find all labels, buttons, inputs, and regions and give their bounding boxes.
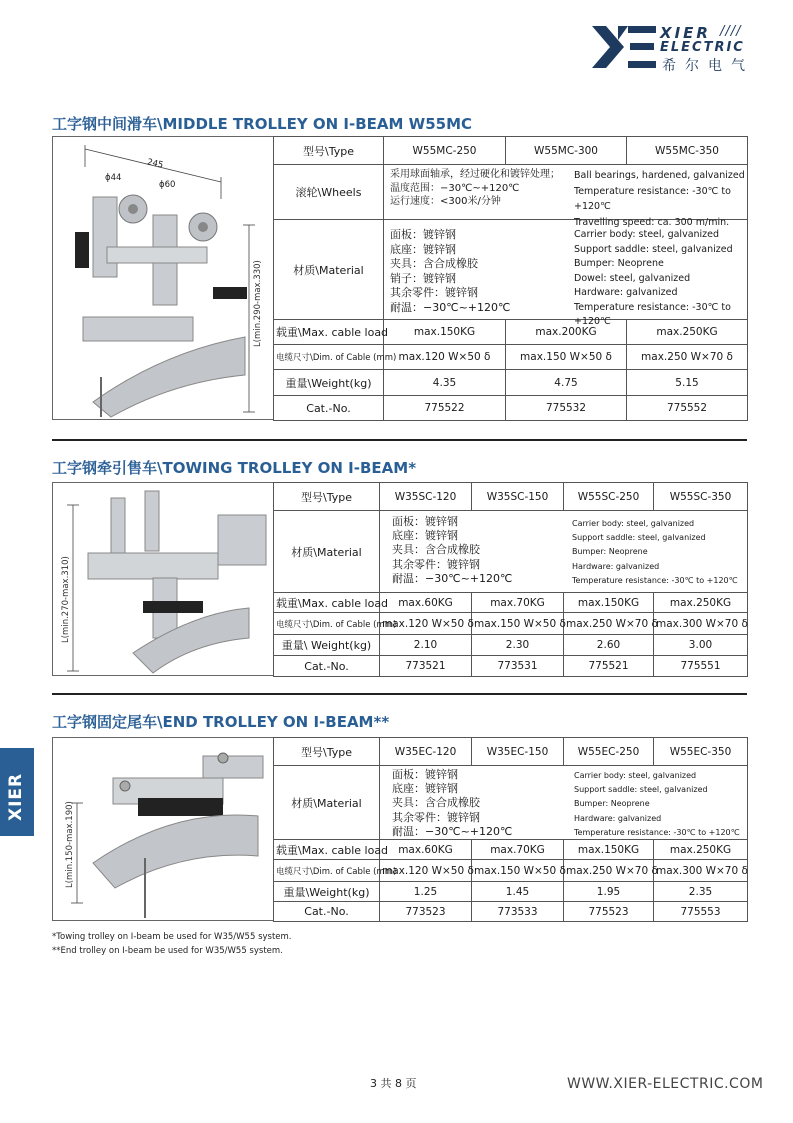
header-type: 型号\Type [274,137,384,165]
cell-cable-dim: max.120 W×50 δ [384,345,506,370]
towing-trolley-drawing [53,483,275,677]
cell-weight: 2.30 [472,635,564,656]
product-image-towing-trolley [52,482,274,676]
footnotes [52,930,292,958]
cell-load: max.150KG [564,593,654,613]
material-cn-line: 其余零件：镀锌钢 [392,557,480,571]
spec-table-end-trolley [273,737,748,922]
header-model: W55MC-300 [506,137,627,165]
dim-height: L(min.150-max.190) [65,801,75,888]
table-row [274,902,748,922]
cell-load: max.150KG [564,840,654,860]
cell-load: max.150KG [384,320,506,345]
material-en-line: Support saddle: steel, galvanized [574,243,733,255]
brand-logo [588,22,768,72]
cell-cable-dim: max.150 W×50 δ [506,345,627,370]
material-en-line: Bumper: Neoprene [574,799,650,809]
footnote: **End trolley on I-beam be used for W35/W55 system. [52,946,283,956]
spec-table-middle-trolley [273,136,748,421]
dim-diameter-small: ϕ44 [105,173,122,183]
section-title-towing-trolley: 工字钢牵引售车\TOWING TROLLEY ON I-BEAM* [52,459,417,477]
cell-cat: 773521 [380,656,472,677]
cell-cat: 775551 [654,656,748,677]
header-model: W55MC-350 [627,137,748,165]
cell-load: max.250KG [654,593,748,613]
table-row [274,220,748,320]
material-cn-line: 销子：镀锌钢 [390,271,456,285]
logo-text-xier: XIER [660,24,711,42]
cell-load: max.60KG [380,593,472,613]
table-row [274,840,748,860]
material-cn-line: 其余零件：镀锌钢 [392,810,480,824]
material-en-line: Carrier body: steel, galvanized [574,229,720,240]
row-label-cable-dim: 电缆尺寸\Dim. of Cable (mm) [274,613,380,635]
xier-logo-icon [588,22,658,72]
material-en-line: Bumper: Neoprene [572,547,648,557]
cell-weight: 2.60 [564,635,654,656]
wheels-cn-line: 采用球面轴承，经过硬化和镀锌处理； [390,169,560,180]
header-model: W55SC-250 [564,483,654,511]
material-en-line: Carrier body: steel, galvanized [574,771,697,780]
header-model: W35EC-150 [472,738,564,766]
table-row [274,345,748,370]
table-row [274,137,748,165]
material-cn-line: 底座：镀锌钢 [392,782,458,796]
table-row [274,613,748,635]
material-en-line: Carrier body: steel, galvanized [572,519,695,528]
header-model: W55EC-350 [654,738,748,766]
dim-height: L(min.290-max.330) [253,260,263,347]
material-en-line: Hardware: galvanized [574,287,678,298]
table-row [274,593,748,613]
material-description [380,766,748,840]
material-cn-line: 夹具：含合成橡胶 [390,257,478,270]
row-label-material: 材质\Material [274,220,384,320]
row-label-material: 材质\Material [274,766,380,840]
header-model: W35SC-150 [472,483,564,511]
cell-cable-dim: max.300 W×70 δ [654,613,748,635]
table-row [274,882,748,902]
material-en-line: Support saddle: steel, galvanized [574,785,708,795]
material-en-line: Dowel: steel, galvanized [574,272,691,284]
material-cn-line: 耐温：−30℃~+120℃ [392,824,513,838]
table-row [274,635,748,656]
cell-cat: 773523 [380,902,472,922]
row-label-cable-dim: 电缆尺寸\Dim. of Cable (mm) [274,860,380,882]
cell-cable-dim: max.150 W×50 δ [472,613,564,635]
spec-table-towing-trolley [273,482,748,677]
cell-cat: 775522 [384,396,506,421]
cell-cable-dim: max.300 W×70 δ [654,860,748,882]
table-row [274,766,748,840]
product-image-middle-trolley [52,136,274,420]
cell-cat: 773533 [472,902,564,922]
cell-weight: 1.95 [564,882,654,902]
table-row [274,738,748,766]
side-tab-label: XIER [6,772,26,821]
material-en-line: Hardware: galvanized [572,561,660,571]
header-type: 型号\Type [274,483,380,511]
material-en-line: Support saddle: steel, galvanized [572,533,706,543]
row-label-load: 载重\Max. cable load [274,320,384,345]
section-title-middle-trolley: 工字钢中间滑车\MIDDLE TROLLEY ON I-BEAM W55MC [52,115,473,133]
cell-weight: 1.45 [472,882,564,902]
cell-load: max.70KG [472,840,564,860]
material-cn-line: 耐温：−30℃~+120℃ [392,571,513,585]
table-row [274,165,748,220]
table-row [274,511,748,593]
cell-weight: 2.35 [654,882,748,902]
wheels-description [384,165,748,228]
material-cn-line: 夹具：含合成橡胶 [392,796,480,810]
footnote: *Towing trolley on I-beam be used for W35/W55 system. [52,932,292,942]
cell-load: max.250KG [654,840,748,860]
section-divider [52,439,747,441]
material-cn-line: 其余零件：镀锌钢 [390,286,478,299]
row-label-load: 载重\Max. cable load [274,593,380,613]
material-cn-line: 面板：镀锌钢 [392,768,458,781]
material-en-line: Temperature resistance: -30℃ to +120℃ [572,575,738,585]
cell-cat: 775523 [564,902,654,922]
table-row [274,656,748,677]
material-en-line: Temperature resistance: -30℃ to +120℃ [574,827,740,837]
material-description [380,511,748,593]
row-label-weight: 重量\Weight(kg) [274,370,384,396]
table-row [274,860,748,882]
cell-weight: 4.75 [506,370,627,396]
header-model: W35EC-120 [380,738,472,766]
logo-slashes: //// [720,24,742,39]
wheels-cn-line: 温度范围：−30℃~+120℃ [390,182,520,194]
end-trolley-drawing [53,738,275,922]
material-en-line: Bumper: Neoprene [574,258,664,269]
row-label-weight: 重量\Weight(kg) [274,882,380,902]
header-model: W55EC-250 [564,738,654,766]
material-en-line: Temperature resistance: -30℃ to +120℃ [574,301,731,327]
row-label-material: 材质\Material [274,511,380,593]
material-cn-line: 底座：镀锌钢 [392,529,458,543]
table-row [274,396,748,421]
product-image-end-trolley [52,737,274,921]
material-cn-line: 面板：镀锌钢 [390,228,456,241]
cell-cat: 775532 [506,396,627,421]
cell-cat: 773531 [472,656,564,677]
dim-height: L(min.270-max.310) [61,556,71,643]
row-label-wheels: 滚轮\Wheels [274,165,384,220]
logo-text-electric: ELECTRIC [660,40,745,55]
cell-load: max.60KG [380,840,472,860]
cell-cat: 775552 [627,396,748,421]
row-label-cat: Cat.-No. [274,902,380,922]
material-description [384,220,748,327]
cell-cat: 775521 [564,656,654,677]
cell-cable-dim: max.250 W×70 δ [564,860,654,882]
cell-cat: 775553 [654,902,748,922]
wheels-en-line: Temperature resistance: -30℃ to +120℃ [574,185,731,212]
row-label-cat: Cat.-No. [274,656,380,677]
header-model: W55SC-350 [654,483,748,511]
section-divider [52,693,747,695]
row-label-weight: 重量\ Weight(kg) [274,635,380,656]
dim-diameter-large: ϕ60 [159,180,176,190]
logo-text-chinese: 希尔电气 [662,58,754,74]
cell-weight: 2.10 [380,635,472,656]
material-cn-line: 底座：镀锌钢 [390,242,456,256]
wheels-en-line: Travelling speed: ca. 300 m/min. [574,216,730,228]
cell-weight: 1.25 [380,882,472,902]
page-number: 3 共 8 页 [370,1077,417,1090]
cell-cable-dim: max.120 W×50 δ [380,860,472,882]
wheels-en-line: Ball bearings, hardened, galvanized [574,170,745,181]
header-model: W55MC-250 [384,137,506,165]
cell-load: max.250KG [627,320,748,345]
material-cn-line: 夹具：含合成橡胶 [392,543,480,557]
cell-cable-dim: max.250 W×70 δ [564,613,654,635]
cell-cable-dim: max.120 W×50 δ [380,613,472,635]
side-tab [0,748,34,836]
cell-weight: 5.15 [627,370,748,396]
cell-load: max.200KG [506,320,627,345]
row-label-load: 载重\Max. cable load [274,840,380,860]
section-title-end-trolley: 工字钢固定尾车\END TROLLEY ON I-BEAM** [52,713,390,731]
cell-weight: 4.35 [384,370,506,396]
material-cn-line: 耐温：−30℃~+120℃ [390,300,511,314]
cell-cable-dim: max.250 W×70 δ [627,345,748,370]
row-label-cable-dim: 电缆尺寸\Dim. of Cable (mm) [274,345,384,370]
dim-width: 245 [146,157,165,171]
website-url: WWW.XIER-ELECTRIC.COM [567,1076,764,1092]
row-label-cat: Cat.-No. [274,396,384,421]
table-row [274,483,748,511]
material-en-line: Hardware: galvanized [574,813,662,823]
cell-weight: 3.00 [654,635,748,656]
cell-load: max.70KG [472,593,564,613]
header-model: W35SC-120 [380,483,472,511]
material-cn-line: 面板：镀锌钢 [392,515,458,528]
table-row [274,370,748,396]
wheels-cn-line: 运行速度：<300米/分钟 [390,196,501,207]
cell-cable-dim: max.150 W×50 δ [472,860,564,882]
header-type: 型号\Type [274,738,380,766]
